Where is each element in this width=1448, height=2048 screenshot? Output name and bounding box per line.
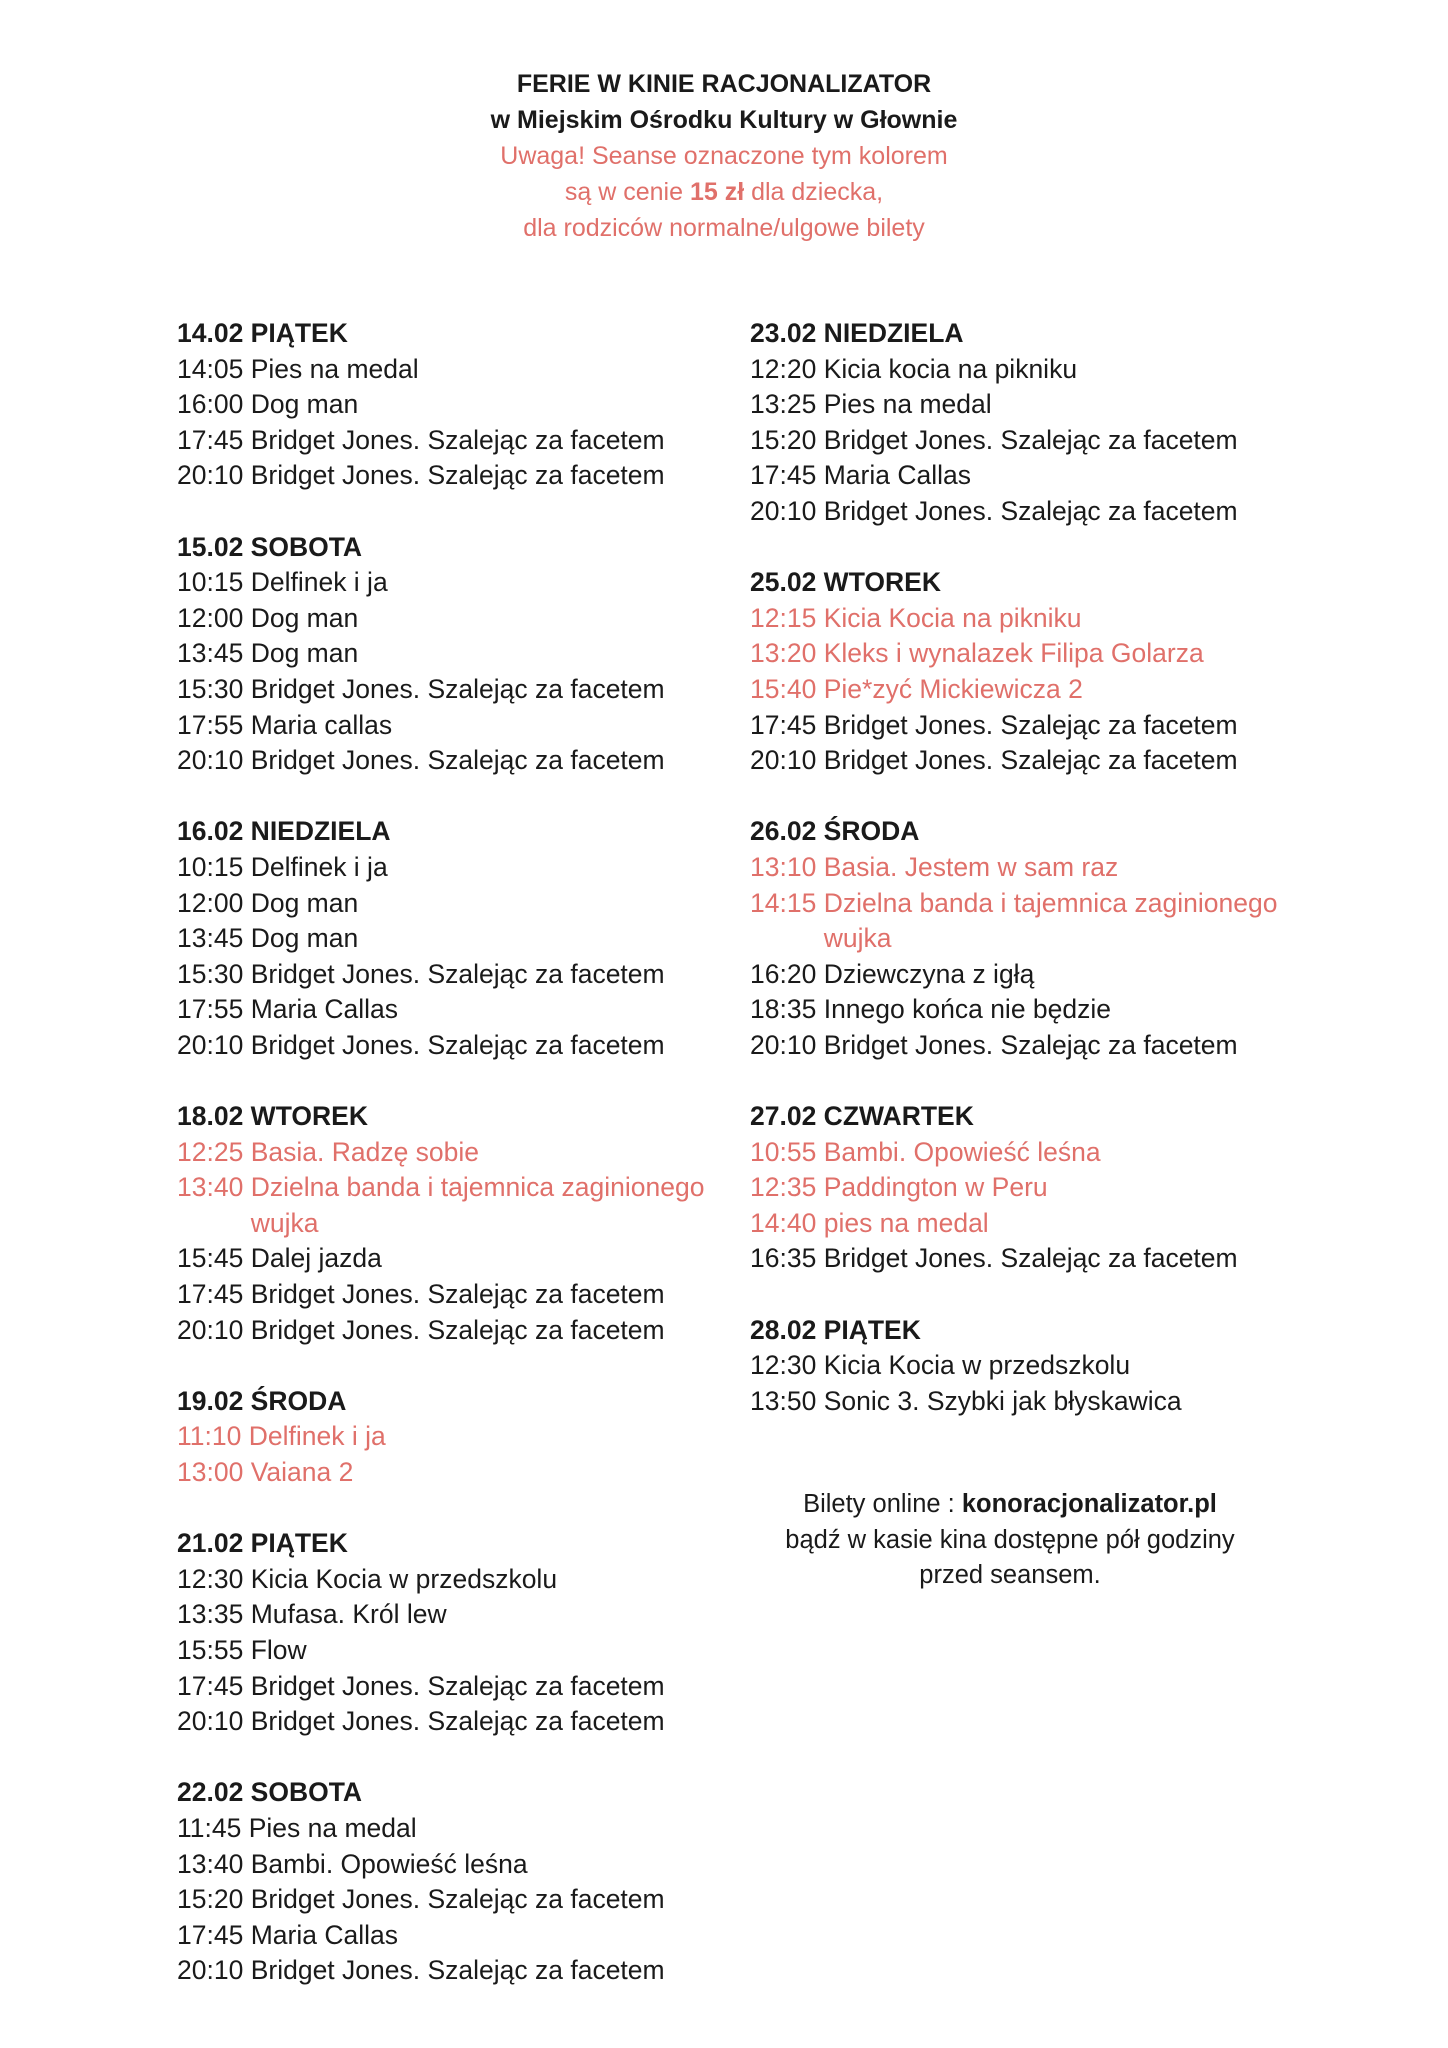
screening-title: Bridget Jones. Szalejąc za facetem bbox=[250, 1029, 665, 1060]
day-title: 18.02 WTOREK bbox=[177, 1101, 368, 1132]
screening-row bbox=[177, 1847, 737, 1883]
screening-title: Bridget Jones. Szalejąc za facetem bbox=[823, 1029, 1238, 1060]
screening-row bbox=[750, 1348, 1310, 1384]
day-block bbox=[177, 316, 737, 494]
screening-row bbox=[177, 1170, 737, 1241]
screening-row bbox=[177, 1562, 737, 1598]
day-title: 28.02 PIĄTEK bbox=[750, 1314, 921, 1345]
screening-title: Sonic 3. Szybki jak błyskawica bbox=[823, 1385, 1182, 1416]
screening-title: Mufasa. Król lew bbox=[250, 1599, 447, 1630]
screening-title: Paddington w Peru bbox=[823, 1172, 1048, 1203]
screening-time: 12:25 bbox=[177, 1136, 244, 1167]
ticket-info-line2: bądź w kasie kina dostępne pół godziny bbox=[785, 1525, 1235, 1554]
screening-title: Bridget Jones. Szalejąc za facetem bbox=[250, 1670, 665, 1701]
screening-title: Kicia Kocia w przedszkolu bbox=[250, 1563, 558, 1594]
price-note-price: 15 zł bbox=[689, 178, 745, 206]
screening-time: 17:45 bbox=[750, 709, 817, 740]
screening-row bbox=[750, 1384, 1310, 1420]
screening-time: 20:10 bbox=[177, 745, 244, 776]
screening-row bbox=[177, 1241, 737, 1277]
screening-time: 16:20 bbox=[750, 958, 817, 989]
screening-row bbox=[177, 1028, 737, 1064]
day-block bbox=[750, 316, 1310, 530]
screening-title: Bridget Jones. Szalejąc za facetem bbox=[250, 460, 665, 491]
screening-title: Bambi. Opowieść leśna bbox=[823, 1136, 1101, 1167]
screening-time: 11:45 bbox=[177, 1812, 242, 1843]
screening-row bbox=[750, 992, 1310, 1028]
schedule-column-left bbox=[177, 316, 737, 2025]
screening-row bbox=[750, 601, 1310, 637]
screening-time: 20:10 bbox=[750, 745, 817, 776]
screening-title: Kicia kocia na pikniku bbox=[823, 353, 1078, 384]
screening-row bbox=[177, 1669, 737, 1705]
screening-title: Dog man bbox=[250, 923, 359, 954]
day-title: 25.02 WTOREK bbox=[750, 567, 941, 598]
screening-time: 13:45 bbox=[177, 638, 244, 669]
screening-row bbox=[750, 886, 1310, 957]
screening-title: Delfinek i ja bbox=[250, 567, 388, 598]
screening-time: 12:00 bbox=[177, 887, 244, 918]
screening-time: 13:50 bbox=[750, 1385, 817, 1416]
screening-row bbox=[177, 992, 737, 1028]
ticket-info-line3: przed seansem. bbox=[919, 1561, 1101, 1590]
screening-title: Bridget Jones. Szalejąc za facetem bbox=[250, 745, 665, 776]
screening-row bbox=[177, 1419, 737, 1455]
screening-time: 15:45 bbox=[177, 1243, 244, 1274]
screening-title: Pies na medal bbox=[250, 353, 419, 384]
screening-row bbox=[177, 458, 737, 494]
screening-title: Bridget Jones. Szalejąc za facetem bbox=[823, 424, 1238, 455]
screening-row bbox=[750, 708, 1310, 744]
price-note-suffix: dla dziecka, bbox=[744, 178, 884, 206]
screening-title: Dziewczyna z igłą bbox=[823, 958, 1035, 989]
screening-title: Bambi. Opowieść leśna bbox=[250, 1848, 528, 1879]
day-block bbox=[177, 1099, 737, 1348]
screening-row bbox=[177, 1277, 737, 1313]
screening-title: Bridget Jones. Szalejąc za facetem bbox=[823, 745, 1238, 776]
screening-row bbox=[177, 1953, 737, 1989]
screening-row bbox=[177, 636, 737, 672]
screening-time: 17:55 bbox=[177, 994, 244, 1025]
day-block bbox=[177, 1526, 737, 1740]
day-block bbox=[750, 1313, 1310, 1420]
screening-title: Bridget Jones. Szalejąc za facetem bbox=[250, 1279, 665, 1310]
screening-row bbox=[750, 387, 1310, 423]
screening-title: Dog man bbox=[250, 887, 359, 918]
screening-time: 15:20 bbox=[177, 1884, 244, 1915]
screening-title: Delfinek i ja bbox=[250, 851, 388, 882]
day-title: 22.02 SOBOTA bbox=[177, 1777, 363, 1808]
screening-row bbox=[177, 672, 737, 708]
screening-title: pies na medal bbox=[823, 1207, 989, 1238]
screening-time: 20:10 bbox=[177, 1029, 244, 1060]
schedule-column-right bbox=[750, 316, 1310, 1455]
screening-time: 13:45 bbox=[177, 923, 244, 954]
screening-row bbox=[750, 957, 1310, 993]
day-block bbox=[177, 530, 737, 779]
screening-row bbox=[177, 601, 737, 637]
day-title: 21.02 PIĄTEK bbox=[177, 1528, 348, 1559]
day-title: 14.02 PIĄTEK bbox=[177, 318, 348, 348]
screening-title: Flow bbox=[250, 1634, 307, 1665]
day-block bbox=[177, 1775, 737, 1989]
screening-time: 12:15 bbox=[750, 602, 817, 633]
screening-title: Dzielna banda i tajemnica zaginionego wujka bbox=[250, 1172, 705, 1238]
poster-header bbox=[0, 66, 1448, 246]
screening-row bbox=[177, 1704, 737, 1740]
screening-title: Dalej jazda bbox=[250, 1243, 382, 1274]
ticket-info-line1 bbox=[750, 1487, 1270, 1523]
day-block bbox=[177, 814, 737, 1063]
screening-title: Delfinek i ja bbox=[248, 1421, 386, 1452]
screening-row bbox=[177, 1135, 737, 1171]
screening-row bbox=[750, 1170, 1310, 1206]
screening-row bbox=[177, 1918, 737, 1954]
ticket-info bbox=[750, 1487, 1270, 1594]
screening-time: 15:20 bbox=[750, 424, 817, 455]
screening-time: 13:10 bbox=[750, 851, 817, 882]
screening-title: Pie*zyć Mickiewicza 2 bbox=[823, 673, 1083, 704]
screening-time: 20:10 bbox=[750, 1029, 817, 1060]
screening-row bbox=[750, 423, 1310, 459]
screening-title: Bridget Jones. Szalejąc za facetem bbox=[250, 673, 665, 704]
day-title: 16.02 NIEDZIELA bbox=[177, 816, 391, 847]
screening-title: Bridget Jones. Szalejąc za facetem bbox=[823, 709, 1238, 740]
screening-row bbox=[177, 423, 737, 459]
price-note-prefix: są w cenie bbox=[564, 178, 690, 206]
screening-row bbox=[177, 1313, 737, 1349]
screening-time: 18:35 bbox=[750, 994, 817, 1025]
screening-row bbox=[750, 1206, 1310, 1242]
screening-time: 12:20 bbox=[750, 353, 817, 384]
screening-row bbox=[750, 494, 1310, 530]
screening-time: 15:40 bbox=[750, 673, 817, 704]
screening-title: Pies na medal bbox=[823, 389, 992, 420]
screening-row bbox=[750, 1135, 1310, 1171]
screening-row bbox=[750, 636, 1310, 672]
screening-time: 10:15 bbox=[177, 567, 244, 598]
screening-title: Vaiana 2 bbox=[250, 1457, 354, 1487]
screening-title: Bridget Jones. Szalejąc za facetem bbox=[250, 1955, 665, 1986]
screening-title: Kleks i wynalazek Filipa Golarza bbox=[823, 638, 1204, 669]
screening-title: Pies na medal bbox=[248, 1812, 417, 1843]
screening-title: Bridget Jones. Szalejąc za facetem bbox=[250, 1706, 665, 1737]
screening-time: 13:35 bbox=[177, 1599, 244, 1630]
day-title: 27.02 CZWARTEK bbox=[750, 1101, 974, 1132]
screening-time: 20:10 bbox=[177, 460, 244, 491]
screening-time: 10:15 bbox=[177, 851, 244, 882]
screening-time: 13:40 bbox=[177, 1848, 244, 1879]
screening-title: Bridget Jones. Szalejąc za facetem bbox=[250, 1884, 665, 1915]
screening-title: Dog man bbox=[250, 602, 359, 633]
screening-time: 20:10 bbox=[750, 495, 817, 526]
ticket-info-prefix: Bilety online : bbox=[803, 1490, 962, 1518]
screening-row bbox=[177, 921, 737, 957]
day-block bbox=[750, 565, 1310, 779]
screening-row bbox=[750, 1028, 1310, 1064]
screening-row bbox=[177, 387, 737, 423]
day-block bbox=[750, 1099, 1310, 1277]
screening-title: Basia. Radzę sobie bbox=[250, 1136, 480, 1167]
screening-time: 15:55 bbox=[177, 1634, 244, 1665]
screening-time: 17:55 bbox=[177, 709, 244, 740]
screening-time: 16:00 bbox=[177, 389, 244, 420]
screening-title: Bridget Jones. Szalejąc za facetem bbox=[823, 495, 1238, 526]
day-block bbox=[750, 814, 1310, 1063]
screening-time: 13:20 bbox=[750, 638, 817, 669]
screening-time: 20:10 bbox=[177, 1955, 244, 1986]
screening-time: 15:30 bbox=[177, 673, 244, 704]
screening-row bbox=[177, 1882, 737, 1918]
screening-time: 12:30 bbox=[750, 1350, 817, 1381]
screening-title: Dog man bbox=[250, 389, 359, 420]
screening-time: 17:45 bbox=[177, 1919, 244, 1950]
price-note-line2 bbox=[0, 174, 1448, 210]
screening-title: Bridget Jones. Szalejąc za facetem bbox=[250, 1314, 665, 1345]
screening-title: Basia. Jestem w sam raz bbox=[823, 851, 1119, 882]
screening-time: 14:15 bbox=[750, 887, 817, 918]
screening-row bbox=[750, 672, 1310, 708]
screening-title: Bridget Jones. Szalejąc za facetem bbox=[250, 424, 665, 455]
screening-row bbox=[177, 1597, 737, 1633]
screening-time: 14:40 bbox=[750, 1207, 817, 1238]
screening-row bbox=[750, 1241, 1310, 1277]
screening-time: 17:45 bbox=[177, 1670, 244, 1701]
screening-title: Dzielna banda i tajemnica zaginionego wujka bbox=[823, 887, 1278, 954]
screening-row bbox=[177, 850, 737, 886]
ticket-website-link[interactable]: konoracjonalizator.pl bbox=[961, 1490, 1217, 1518]
poster-title: FERIE W KINIE RACJONALIZATOR bbox=[516, 70, 932, 98]
screening-title: Bridget Jones. Szalejąc za facetem bbox=[250, 958, 665, 989]
screening-title: Bridget Jones. Szalejąc za facetem bbox=[823, 1243, 1238, 1274]
screening-time: 14:05 bbox=[177, 353, 244, 384]
screening-row bbox=[177, 743, 737, 779]
screening-time: 11:10 bbox=[177, 1421, 242, 1452]
screening-time: 17:45 bbox=[750, 460, 817, 491]
price-note-line1: Uwaga! Seanse oznaczone tym kolorem bbox=[500, 142, 948, 170]
screening-title: Kicia Kocia na pikniku bbox=[823, 602, 1082, 633]
screening-row bbox=[177, 957, 737, 993]
screening-row bbox=[750, 743, 1310, 779]
screening-time: 12:35 bbox=[750, 1172, 817, 1203]
screening-row bbox=[177, 1455, 737, 1491]
day-title: 15.02 SOBOTA bbox=[177, 531, 363, 562]
poster-subtitle: w Miejskim Ośrodku Kultury w Głownie bbox=[490, 106, 958, 134]
screening-time: 12:30 bbox=[177, 1563, 244, 1594]
screening-row bbox=[177, 565, 737, 601]
screening-time: 13:25 bbox=[750, 389, 817, 420]
day-title: 23.02 NIEDZIELA bbox=[750, 318, 964, 348]
screening-title: Maria Callas bbox=[823, 460, 971, 491]
screening-time: 17:45 bbox=[177, 1279, 244, 1310]
screening-title: Maria Callas bbox=[250, 1919, 398, 1950]
screening-row bbox=[177, 1811, 737, 1847]
screening-time: 20:10 bbox=[177, 1706, 244, 1737]
screening-title: Kicia Kocia w przedszkolu bbox=[823, 1350, 1131, 1381]
screening-row bbox=[750, 352, 1310, 388]
screening-time: 12:00 bbox=[177, 602, 244, 633]
screening-row bbox=[177, 708, 737, 744]
screening-title: Maria callas bbox=[250, 709, 393, 740]
screening-time: 10:55 bbox=[750, 1136, 817, 1167]
screening-title: Dog man bbox=[250, 638, 359, 669]
screening-row bbox=[750, 850, 1310, 886]
day-title: 26.02 ŚRODA bbox=[750, 816, 920, 847]
screening-time: 13:00 bbox=[177, 1457, 244, 1487]
screening-row bbox=[177, 352, 737, 388]
screening-row bbox=[177, 886, 737, 922]
price-note-line3: dla rodziców normalne/ulgowe bilety bbox=[523, 214, 925, 242]
screening-time: 15:30 bbox=[177, 958, 244, 989]
screening-row bbox=[177, 1633, 737, 1669]
screening-time: 20:10 bbox=[177, 1314, 244, 1345]
day-block bbox=[177, 1384, 737, 1491]
screening-title: Innego końca nie będzie bbox=[823, 994, 1112, 1025]
screening-title: Maria Callas bbox=[250, 994, 398, 1025]
screening-time: 17:45 bbox=[177, 424, 244, 455]
screening-row bbox=[750, 458, 1310, 494]
screening-time: 16:35 bbox=[750, 1243, 817, 1274]
day-title: 19.02 ŚRODA bbox=[177, 1385, 347, 1416]
screening-time: 13:40 bbox=[177, 1172, 244, 1203]
